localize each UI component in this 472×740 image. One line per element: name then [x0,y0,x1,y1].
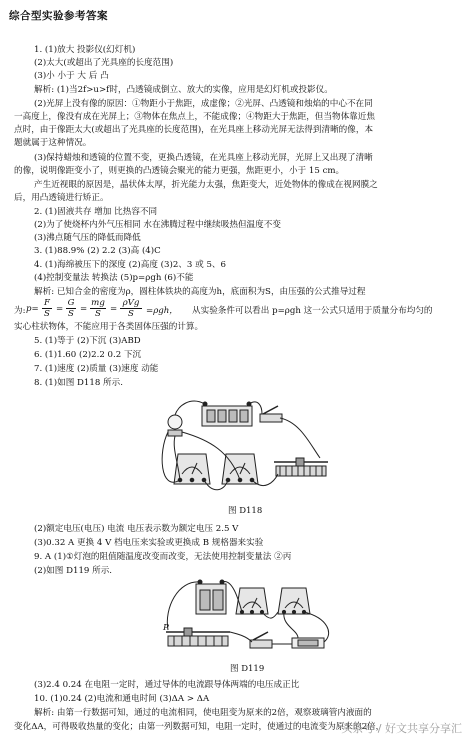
circuit-figure-d119 [158,578,348,660]
circuit-figure-d118 [150,392,335,504]
switch-icon [260,406,282,422]
answer-line: 2. (1)固液共存 增加 比热容不同 [34,207,158,217]
answer-line: 的像，说明像距变小了，则更换的凸透镜会聚光的能力更强，焦距更小，小于 15 cm。 [14,166,345,176]
switch-icon [250,632,272,648]
answer-line: (2)额定电压(电压) 电流 电压表示数为额定电压 2.5 V [34,524,239,534]
frac-rvg-s: ρVg S [120,298,142,319]
frac-f-s: F S [42,298,52,319]
answer-line: 变化ΔA，可得吸收热量的变化；由第一列数据可知，电阻一定时，使通过的电流变为原来的2倍， [14,722,385,732]
answer-line: (2)如图 D119 所示. [34,566,113,576]
frac-g-s: G S [67,298,75,319]
answer-line: 实心柱状物体，不能应用于各类固体压强的计算。 [14,322,204,332]
answer-line: (3)保持蜡烛和透镜的位置不变，更换凸透镜，在光具座上移动光屏，光屏上又出现了清晰 [34,153,373,163]
answer-line: (2)光屏上没有像的原因：①物距小于焦距，成虚像；②光屏、凸透镜和烛焰的中心不在同 [34,99,373,109]
answer-line: (3)沸点随气压的降低而降低 [34,233,141,243]
answer-line: 4. (1)海绵被压下的深度 (2)高度 (3)2、3 或 5、6 [34,260,226,270]
voltmeter-icon [174,454,210,484]
answer-line: 1. (1)放大 投影仪(幻灯机) [34,45,136,55]
answer-line: (3)0.32 A 更换 4 V 档电压来实验或更换成 B 规格器来实验 [34,538,264,548]
watermark: 头条号 / 好文共享分享汇 [341,722,462,735]
voltmeter-icon [278,588,310,614]
answer-line: (3)2.4 0.24 在电阻一定时，通过导体的电流跟导体两端的电压成正比 [34,680,300,690]
answer-line: 3. (1)88.9% (2) 2.2 (3)高 (4)C [34,246,161,256]
answer-line: (2)为了使烧杯内外气压相同 水在沸腾过程中继续吸热但温度不变 [34,220,281,230]
answer-line: 7. (1)速度 (2)质量 (3)速度 动能 [34,364,159,374]
answer-line: (4)控制变量法 转换法 (5)p=ρgh (6)不能 [34,273,194,283]
battery-box-icon [202,402,252,426]
battery-box-icon [196,580,226,614]
answer-line: 解析: (1)当2f>u>f时，凸透镜成倒立、放大的实像，应用是幻灯机或投影仪。 [34,85,333,95]
rheostat-icon [274,458,328,476]
answer-line: 点时，由于像距太大(或超出了光具座的长度范围)，在光具座上移动光屏无法得到清晰的像，本 [14,125,374,135]
answer-line: 9. A (1)①灯泡的阻值随温度改变而改变，无法使用控制变量法 ②丙 [34,552,292,562]
resistor-icon [292,638,324,648]
bulb-icon [168,415,182,436]
answer-line: 解析: 由第一行数据可知，通过的电流相同，使电阻变为原来的2倍，观察玻璃管内液面的 [34,708,372,718]
answer-line: 8. (1)如图 D118 所示. [34,378,123,388]
answer-line: 题就属于这种情况。 [14,138,92,148]
answer-line: (3)小 小于 大 后 凸 [34,71,109,81]
answer-line: 10. (1)0.24 (2)电流和通电时间 (3)ΔA > ΔA [34,694,210,704]
figure-label-p: P [163,623,169,633]
figure-caption-d118: 图 D118 [228,506,263,516]
ammeter-icon [236,588,268,614]
answer-line: 5. (1)等于 (2)下沉 (3)ABD [34,336,141,346]
figure-caption-d119: 图 D119 [230,664,265,674]
page-title: 综合型实验参考答案 [9,10,108,22]
frac-mg-s: mg S [91,298,105,319]
answer-line: 6. (1)1.60 (2)2.2 0.2 下沉 [34,350,142,360]
answer-line: 产生近视眼的原因是，晶状体太厚，折光能力太强，焦距变大，近处物体的像成在视网膜之 [34,180,378,190]
answer-line: 一高度上，像没有成在光屏上；③物体在焦点上，不能成像；④物距大于焦距，但当物体靠近焦 [14,112,375,122]
rheostat-icon [166,628,230,646]
answer-line: 后，用凸透镜进行矫正。 [14,193,109,203]
answer-line: 解析: 已知合金的密度为ρ，圆柱体铁块的高度为h，底面积为S，由压强的公式推导过程 [34,287,366,297]
answer-line: (2)太大(或超出了光具座的长度范围) [34,58,174,68]
